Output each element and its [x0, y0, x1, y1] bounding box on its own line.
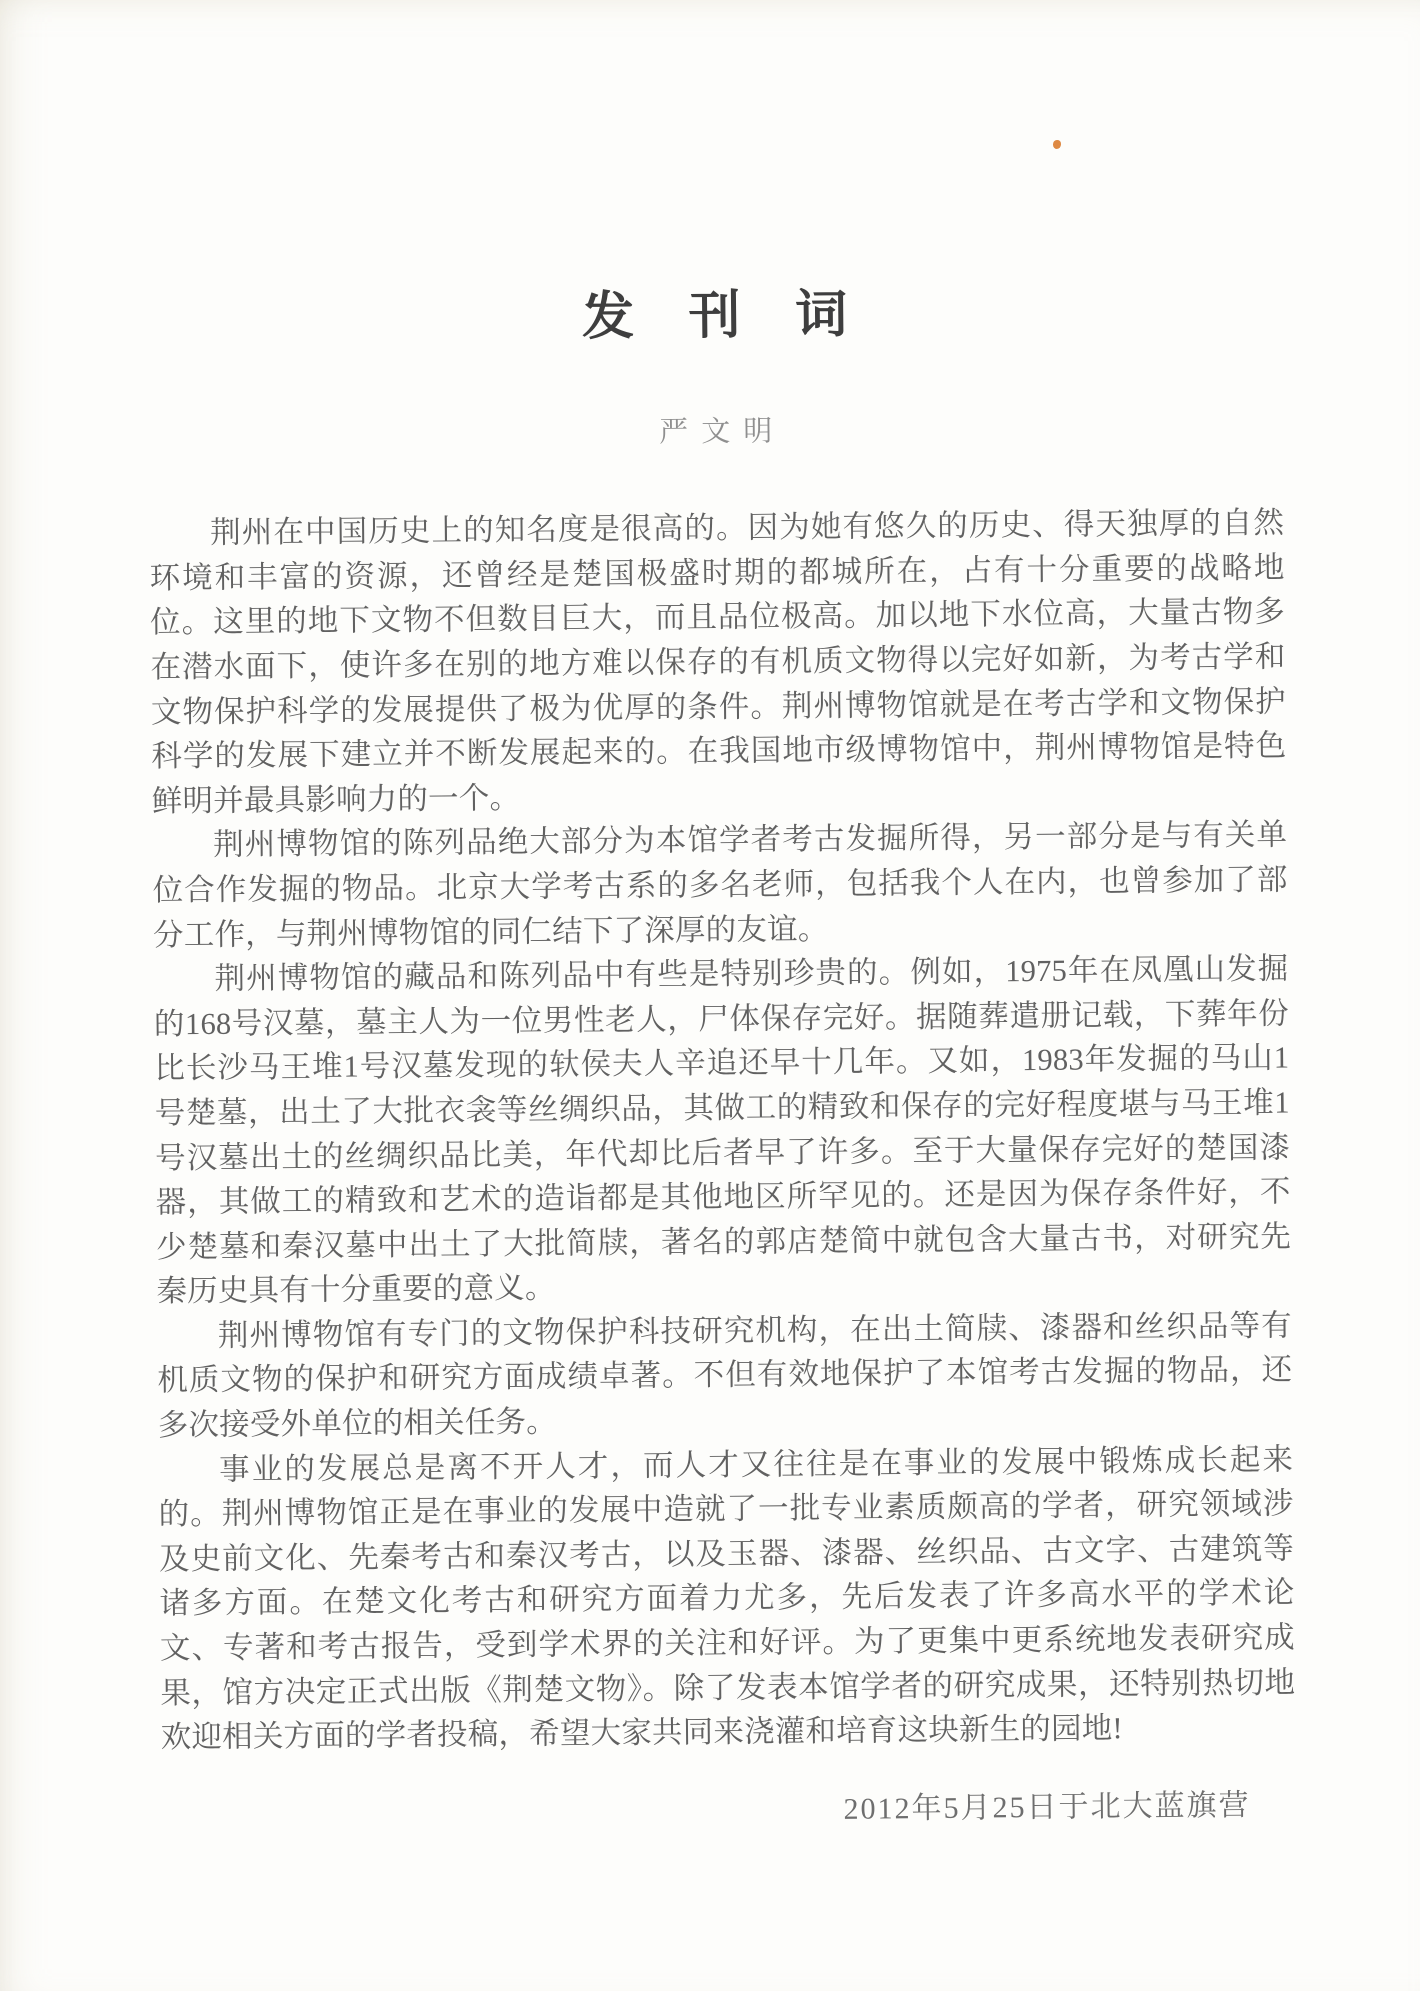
paragraph: 事业的发展总是离不开人才，而人才又往往是在事业的发展中锻炼成长起来的。荆州博物馆正是在事业的发展中造就了一批专业素质颇高的学者，研究领域涉及史前文化、先秦考古和秦汉考古，以及玉器、漆器、丝织品、古文字、古建筑等诸多方面。在楚文化考古和研究方面着力尤多，先后发表了许多高水平的学术论文、专著和考古报告，受到学术界的关注和好评。为了更集中更系统地发表研究成果，馆方决定正式出版《荆楚文物》。除了发表本馆学者的研究成果，还特别热切地欢迎相关方面的学者投稿，希望大家共同来浇灌和培育这块新生的园地!: [158, 1442, 1296, 1755]
paragraph: 荆州博物馆的藏品和陈列品中有些是特别珍贵的。例如，1975年在凤凰山发掘的168号汉墓，墓主人为一位男性老人，尸体保存完好。据随葬遣册记载，下葬年份比长沙马王堆1号汉墓发现的轪侯夫人辛追还早十几年。又如，1983年发掘的马山1号楚墓，出土了大批衣衾等丝绸织品，其做工的精致和保存的完好程度堪与马王堆1号汉墓出土的丝绸织品比美，年代却比后者早了许多。至于大量保存完好的楚国漆器，其做工的精致和艺术的造诣都是其他地区所罕见的。还是因为保存条件好，不少楚墓和秦汉墓中出土了大批简牍，著名的郭店楚简中就包含大量古书，对研究先秦历史具有十分重要的意义。: [153, 951, 1292, 1309]
page-content: [144, 0, 1297, 1834]
paragraph: 荆州在中国历史上的知名度是很高的。因为她有悠久的历史、得天独厚的自然环境和丰富的资源，还曾经是楚国极盛时期的都城所在，占有十分重要的战略地位。这里的地下文物不但数目巨大，而且品位极高。加以地下水位高，大量古物多在潜水面下，使许多在别的地方难以保存的有机质文物得以完好如新，为考古学和文物保护科学的发展提供了极为优厚的条件。荆州博物馆就是在考古学和文物保护科学的发展下建立并不断发展起来的。在我国地市级博物馆中，荆州博物馆是特色鲜明并最具影响力的一个。: [149, 505, 1287, 819]
dateline: 2012年5月25日于北大蓝旗营: [843, 1788, 1251, 1826]
paragraph: 荆州博物馆的陈列品绝大部分为本馆学者考古发掘所得，另一部分是与有关单位合作发掘的物品。北京大学考古系的多名老师，包括我个人在内，也曾参加了部分工作，与荆州博物馆的同仁结下了深厚的友谊。: [152, 817, 1288, 952]
author-name: 严文明: [659, 415, 786, 449]
paragraph: 荆州博物馆有专门的文物保护科技研究机构，在出土简牍、漆器和丝织品等有机质文物的保护和研究方面成绩卓著。不但有效地保护了本馆考古发掘的物品，还多次接受外单位的相关任务。: [157, 1308, 1293, 1443]
page-title: 发刊词: [581, 286, 903, 347]
body-text: [149, 501, 1296, 1760]
